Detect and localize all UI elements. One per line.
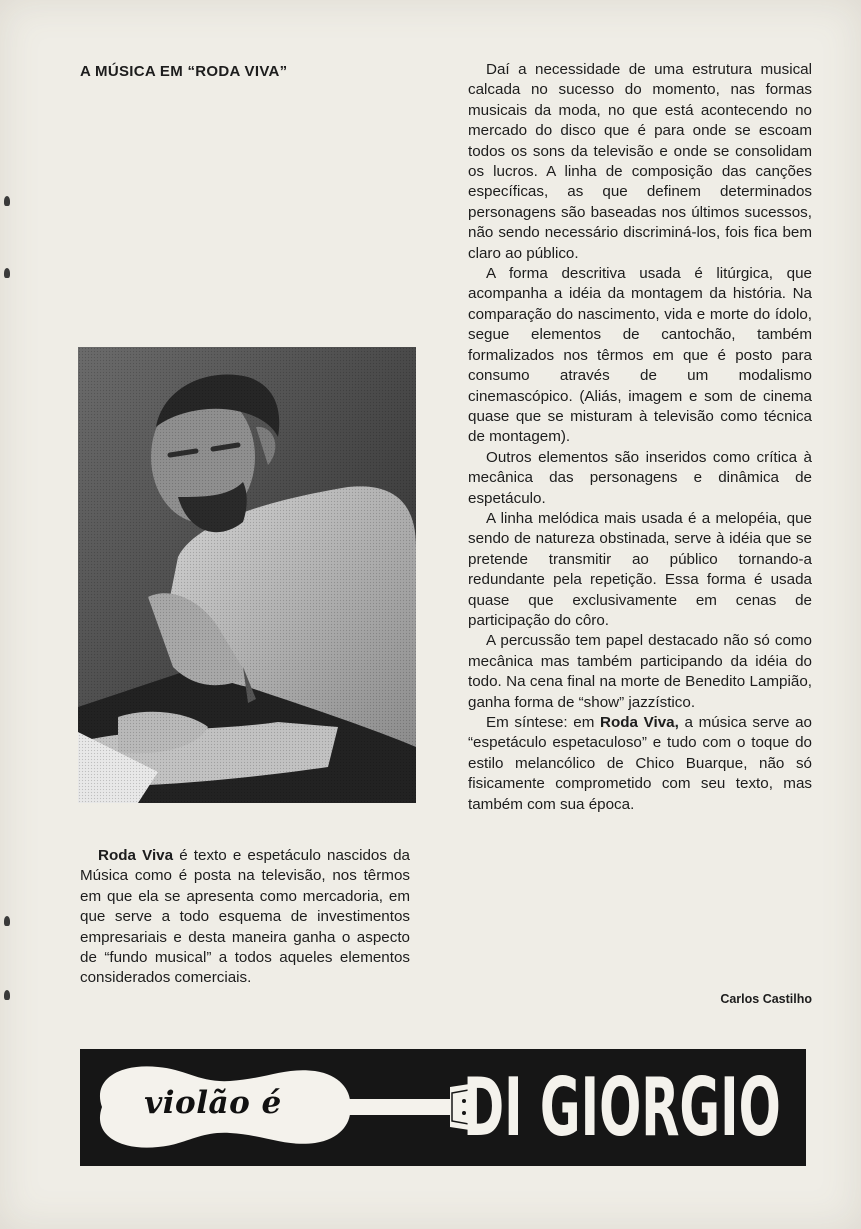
paragraph-5: A percussão tem papel destacado não só como mecânica mas também participando da idéia do todo. Na cena final na morte de Benedito Lampião, ganha forma de “show” jazzístico. xyxy=(468,632,812,711)
intro-text: é texto e espetáculo nascidos da Música como é posta na televisão, nos têrmos em que ela se apresenta como mercadoria, em que serve a todo esquema de investimentos empresariais e desta maneira ganha o aspecto de “fundo musical” a todos aqueles elementos considerados comerciais. xyxy=(80,847,410,987)
author-byline: Carlos Castilho xyxy=(720,992,812,1006)
punch-mark xyxy=(4,268,10,278)
paragraph-3: Outros elementos são inseridos como crítica à mecânica das personagens e dinâmica de espetáculo. xyxy=(468,448,812,507)
advertisement-banner xyxy=(80,1049,806,1166)
intro-lead: Roda Viva xyxy=(98,847,174,864)
paragraph-1: Daí a necessidade de uma estrutura musical calcada no sucesso do momento, nas formas musicais da moda, no que está acontecendo no mercado do disco que é para onde se escoam todos os sons da televisão e onde se consolidam os lucros. A linha de composição das canções específicas, as que definem determinados personagens são baseadas nos últimos sucessos, não sendo necessário discriminá-los, fois fica bem claro ao público. xyxy=(468,61,812,262)
punch-mark xyxy=(4,990,10,1000)
punch-mark xyxy=(4,196,10,206)
paragraph-6-bold: Roda Viva, xyxy=(600,714,679,731)
right-column xyxy=(468,60,812,815)
ad-brand: DI GIORGIO xyxy=(463,1061,781,1154)
portrait-photo xyxy=(78,347,416,803)
paragraph-2: A forma descritiva usada é litúrgica, que acompanha a idéia da montagem da história. Na comparação do nascimento, vida e morte do ídolo, segue elementos de cantochão, também formalizados nos têrmos em que é posto para consumo através de um modalismo cinemascópico. (Aliás, imagem e som de cinema quase que se misturam à televisão como técnica de montagem). xyxy=(468,265,812,446)
paragraph-4: A linha melódica mais usada é a melopéia, que sendo de natureza obstinada, serve à idéia que se pretende transmitir ao público tornando-a redundante pela repetição. Essa forma é usada quase que exclusivamente em cenas de participação do côro. xyxy=(468,509,812,629)
punch-mark xyxy=(4,916,10,926)
intro-paragraph xyxy=(80,846,410,989)
left-column xyxy=(80,846,410,989)
article-title: A MÚSICA EM “RODA VIVA” xyxy=(80,63,288,80)
ad-slogan: violão é xyxy=(144,1085,282,1121)
paragraph-6 xyxy=(468,713,812,815)
paragraph-6-pre: Em síntese: em xyxy=(486,714,601,731)
paragraph-6-post: a música serve ao “espetáculo espetaculoso” e tudo com o toque do estilo melancólico de Chico Buarque, não só fisicamente comprometido com seu texto, mas também com sua época. xyxy=(468,714,812,813)
